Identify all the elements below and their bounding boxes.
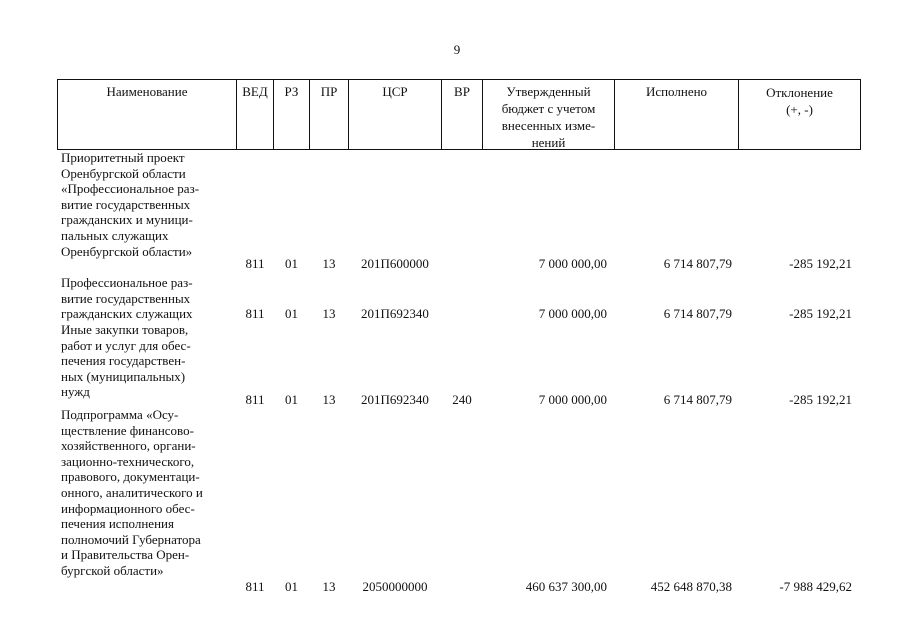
cell-done: 452 648 870,38 <box>650 579 732 594</box>
cell-ved: 811 <box>245 392 265 407</box>
row-name <box>61 150 231 259</box>
row-name-line: онного, аналитического и <box>61 484 203 500</box>
row-name-line: витие государственных <box>61 196 191 212</box>
row-name-line: Оренбургской области <box>61 165 186 181</box>
cell-done: 6 714 807,79 <box>663 306 732 321</box>
row-name-line: «Профессиональное раз- <box>61 181 200 197</box>
header-csr-label: ЦСР <box>382 84 408 99</box>
cell-deviation: -285 192,21 <box>789 392 852 407</box>
table-header <box>57 79 861 150</box>
row-name-line: ществление финансово- <box>61 422 194 438</box>
row-name-line: Иные закупки товаров, <box>61 322 189 337</box>
header-budget-line: бюджет с учетом <box>501 101 596 116</box>
header-rz-label: РЗ <box>284 84 299 99</box>
cell-rz: 01 <box>285 306 298 321</box>
row-name-line: нужд <box>61 384 90 400</box>
header-budget-line: нений <box>531 135 566 150</box>
header-deviation-line: Отклонение <box>766 85 833 100</box>
header-vr <box>442 80 483 149</box>
header-done <box>615 80 739 149</box>
row-name <box>61 322 231 400</box>
cell-pr: 13 <box>322 256 336 271</box>
header-name-label: Наименование <box>106 84 188 99</box>
cell-ved: 811 <box>245 579 265 594</box>
header-done-label: Исполнено <box>645 84 708 99</box>
row-name-line: Приоритетный проект <box>61 150 185 165</box>
row-name-line: печения исполнения <box>61 516 174 532</box>
row-name-line: Оренбургской области» <box>61 243 193 259</box>
row-name-line: гражданских и муници- <box>61 212 193 228</box>
cell-rz: 01 <box>285 579 298 594</box>
header-pr-label: ПР <box>320 84 338 99</box>
row-name <box>61 275 231 322</box>
cell-ved: 811 <box>245 306 265 321</box>
cell-csr: 201П692340 <box>361 306 429 321</box>
row-name-line: ных (муниципальных) <box>61 368 186 384</box>
cell-deviation: -7 988 429,62 <box>779 579 852 594</box>
cell-csr: 2050000000 <box>362 579 428 594</box>
row-name-line: Подпрограмма «Осу- <box>61 407 179 422</box>
header-name <box>58 80 237 149</box>
header-vr-label: ВР <box>454 84 470 99</box>
cell-pr: 13 <box>322 579 336 594</box>
cell-done: 6 714 807,79 <box>663 256 732 271</box>
header-budget-line: внесенных изме- <box>501 118 596 133</box>
cell-rz: 01 <box>285 392 298 407</box>
row-name-line: и Правительства Орен- <box>61 547 190 563</box>
header-deviation <box>739 80 860 149</box>
header-ved <box>237 80 274 149</box>
cell-budget: 460 637 300,00 <box>525 579 607 594</box>
cell-budget: 7 000 000,00 <box>538 256 607 271</box>
cell-budget: 7 000 000,00 <box>538 306 607 321</box>
cell-csr: 201П692340 <box>361 392 429 407</box>
row-name-line: полномочий Губернатора <box>61 531 201 547</box>
header-rz <box>274 80 310 149</box>
row-name <box>61 407 231 579</box>
header-csr <box>349 80 442 149</box>
header-pr <box>310 80 349 149</box>
cell-pr: 13 <box>322 306 336 321</box>
cell-done: 6 714 807,79 <box>663 392 732 407</box>
cell-rz: 01 <box>285 256 298 271</box>
cell-csr: 201П600000 <box>361 256 429 271</box>
cell-ved: 811 <box>245 256 265 271</box>
row-name-line: Профессиональное раз- <box>61 275 193 290</box>
header-budget <box>483 80 615 149</box>
page-number: 9 <box>453 42 461 57</box>
row-name-line: хозяйственного, органи- <box>61 438 196 454</box>
header-ved-label: ВЕД <box>242 84 268 99</box>
row-name-line: пальных служащих <box>61 227 169 243</box>
cell-budget: 7 000 000,00 <box>538 392 607 407</box>
cell-vr: 240 <box>452 392 472 407</box>
row-name-line: информационного обес- <box>61 500 195 516</box>
row-name-line: печения государствен- <box>61 353 186 369</box>
cell-pr: 13 <box>322 392 336 407</box>
row-name-line: правового, документаци- <box>61 469 200 485</box>
header-deviation-line: (+, -) <box>786 102 813 117</box>
row-name-line: гражданских служащих <box>61 306 193 322</box>
row-name-line: работ и услуг для обес- <box>61 337 191 353</box>
header-budget-line: Утвержденный <box>506 84 591 99</box>
row-name-line: витие государственных <box>61 290 191 306</box>
cell-deviation: -285 192,21 <box>789 306 852 321</box>
cell-deviation: -285 192,21 <box>789 256 852 271</box>
row-name-line: зационно-технического, <box>61 453 195 469</box>
row-name-line: бургской области» <box>61 562 164 578</box>
